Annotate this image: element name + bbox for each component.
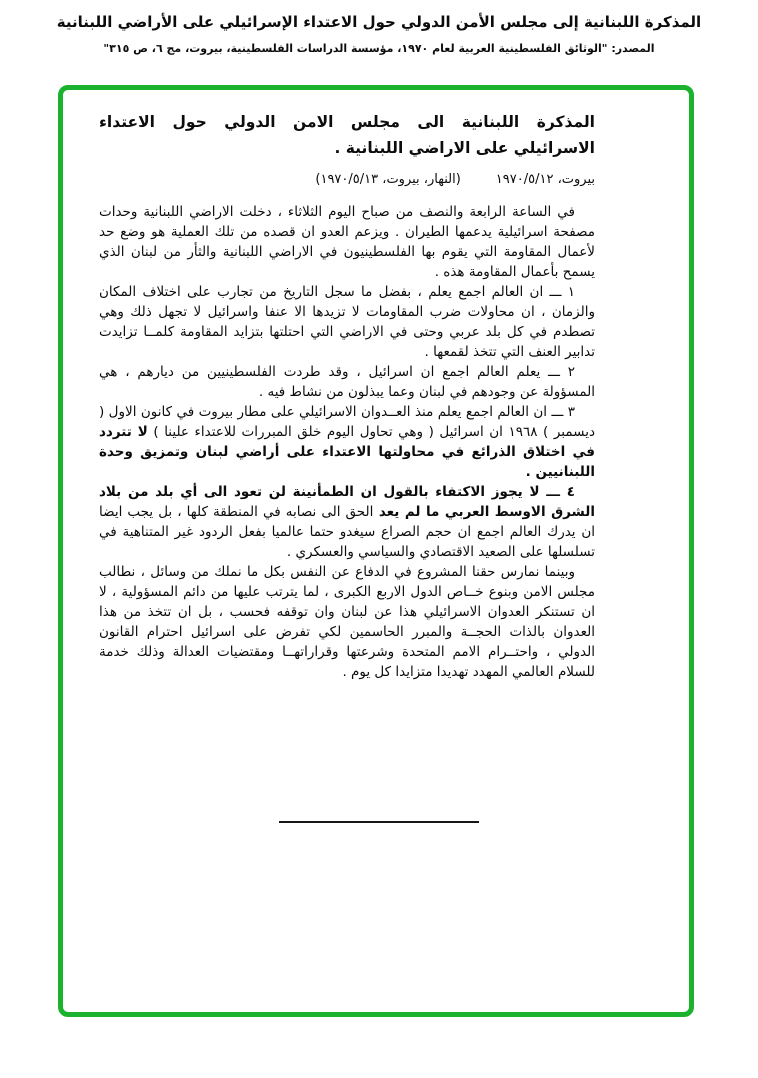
document-body [99, 202, 595, 682]
press-citation: (النهار، بيروت، ١٩٧٠/٥/١٣) [315, 172, 461, 187]
dateline: بيروت، ١٩٧٠/٥/١٢ [495, 172, 595, 187]
paragraph-text: وبينما نمارس حقنا المشروع في الدفاع عن النفس بكل ما نملك من وسائل ، نطالب مجلس الامن وبنوع خــاص الدول الاربع الكبرى ، لما يترتب عليها من دائم المسؤولية ، لا ان تستنكر العدوان الاسرائيلي هذا عن لبنان وان توقفه فحسب ، بل ان تتخذ من هذا العدوان بالذات الحجــة والمبرر الحاسمين لكي تفرض على اسرائيل احترام القانون الدولي ، واحتــرام الامم المتحدة وشرعتها وقراراتهــا ومقتضيات العدالة وذلك خدمة للسلام العالمي المهدد تهديدا متزايدا كل يوم . [99, 564, 595, 680]
dateline-row [99, 171, 595, 188]
paragraph-text: ٣ ـــ ان العالم اجمع يعلم منذ العــدوان الاسرائيلي على مطار بيروت في كانون الاول ( ديسمبر ) ١٩٦٨ ان اسرائيل ( وهي تحاول اليوم خلق المبررات للاعتداء علينا ) لا تتردد في اختلاق الذرائع في محاولتها الاعتداء على أراضي لبنان وتمزيق وحدة اللبنانيين . [99, 404, 595, 480]
paragraph-text: في الساعة الرابعة والنصف من صباح اليوم الثلاثاء ، دخلت الاراضي اللبنانية وحدات مصفحة اسرائيلية يدعمها الطيران . ويزعم العدو ان قصده من تلك العملية هو وضع حد لأعمال المقاومة التي يقوم بها الفلسطينيون في الاراضي اللبنانية والثأر من لبنان الذي يسمح بأعمال المقاومة هذه . [99, 204, 595, 280]
end-divider [279, 821, 479, 823]
page-header [0, 0, 758, 58]
paragraph-text: ٢ ـــ يعلم العالم اجمع ان اسرائيل ، وقد طردت الفلسطينيين من ديارهم ، هي المسؤولة عن وجودهم في لبنان وعما يبذلون من نشاط فيه . [99, 364, 595, 400]
source-citation: المصدر: "الوثائق الفلسطينية العربية لعام ١٩٧٠، مؤسسة الدراسات الفلسطينية، بيروت، مج ٦، ص ٣١٥" [103, 42, 655, 55]
page-title: المذكرة اللبنانية إلى مجلس الأمن الدولي حول الاعتداء الإسرائيلي على الأراضي اللبنانية [56, 13, 702, 31]
document-content [58, 85, 694, 1017]
paragraph-text: ٤ ـــ لا يجوز الاكتفاء بالقول ان الطمأنينة لن تعود الى أي بلد من بلاد الشرق الاوسط العربي ما لم يعد الحق الى نصابه في المنطقة كلها ، بل يجب ايضا ان يدرك العالم اجمع ان حجم الصراع سيغدو حتما عالميا بفعل الردود غير المتناهية في تسلسلها على الصعيد الاقتصادي والسياسي والعسكري . [99, 484, 595, 560]
document-title: المذكرة اللبنانية الى مجلس الامن الدولي حول الاعتداء الاسرائيلي على الاراضي اللبنانية . [99, 113, 595, 157]
paragraph-text: ١ ـــ ان العالم اجمع يعلم ، بفضل ما سجل التاريخ من تجارب على اختلاف المكان والزمان ، ان محاولات ضرب المقاومات لا تزيدها الا عنفا واسرائيل لا تجهل ذلك وهي تصطدم في كل بلد عربي وحتى في الاراضي التي احتلتها بتزايد المقاومة كلمــا تزايدت تدابير العنف التي تتخذ لقمعها . [99, 284, 595, 360]
